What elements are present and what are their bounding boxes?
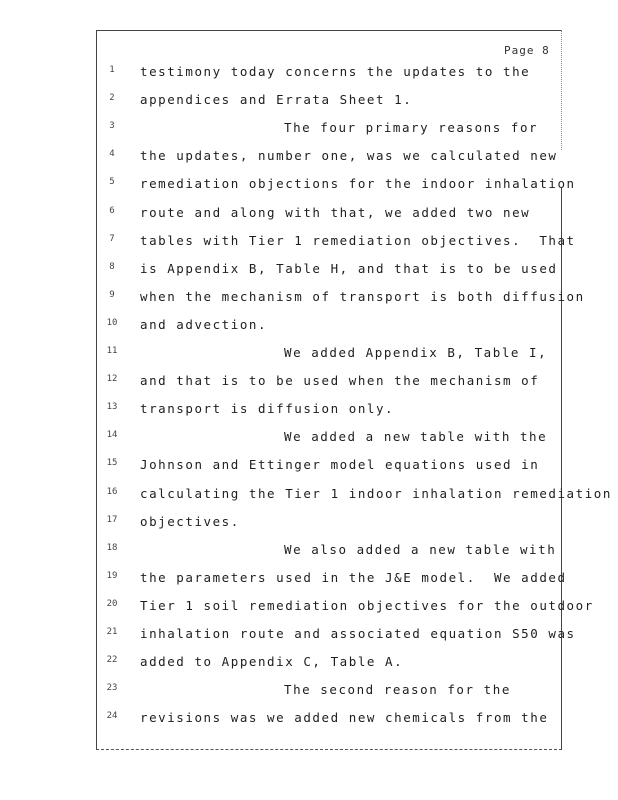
line-text: objectives. — [140, 513, 240, 529]
line-text: the parameters used in the J&E model. We added — [140, 569, 567, 585]
transcript-line — [0, 90, 618, 118]
transcript-line — [0, 568, 618, 596]
line-number: 22 — [106, 655, 118, 666]
transcript-line — [0, 596, 618, 624]
line-text: Tier 1 soil remediation objectives for the outdoor — [140, 597, 594, 613]
line-number: 6 — [109, 205, 115, 216]
line-number: 9 — [109, 289, 115, 300]
line-text: calculating the Tier 1 indoor inhalation remediation — [140, 485, 612, 501]
transcript-line — [0, 399, 618, 427]
line-number: 10 — [106, 317, 118, 328]
line-text: The second reason for the — [284, 682, 511, 698]
transcript-line — [0, 287, 618, 315]
line-text: We added a new table with the — [284, 429, 548, 445]
line-text: tables with Tier 1 remediation objectives. That — [140, 232, 576, 248]
line-number: 5 — [109, 177, 115, 188]
line-text: We added Appendix B, Table I, — [284, 345, 548, 360]
line-number: 17 — [106, 514, 118, 525]
line-number: 7 — [109, 233, 115, 244]
transcript-line — [0, 203, 618, 231]
line-number: 2 — [109, 93, 115, 104]
transcript-line — [0, 259, 618, 287]
transcript-line — [0, 174, 618, 202]
line-text: remediation objections for the indoor inhalation — [140, 176, 576, 192]
line-text: route and along with that, we added two new — [140, 204, 531, 220]
line-text: when the mechanism of transport is both diffusion — [140, 288, 585, 304]
line-number: 19 — [106, 570, 118, 581]
transcript-line — [0, 118, 618, 146]
transcript-line — [0, 231, 618, 259]
line-text: the updates, number one, was we calculated new — [140, 148, 558, 164]
transcript-line — [0, 540, 618, 568]
transcript-line — [0, 512, 618, 540]
line-number: 13 — [106, 402, 118, 413]
line-number: 23 — [106, 683, 118, 694]
line-text: and that is to be used when the mechanism of — [140, 373, 540, 389]
transcript-line — [0, 624, 618, 652]
transcript-line — [0, 371, 618, 399]
line-text: Johnson and Ettinger model equations used in — [140, 457, 540, 473]
transcript-line — [0, 146, 618, 174]
line-number: 12 — [106, 374, 118, 385]
transcript-line — [0, 62, 618, 90]
line-text: is Appendix B, Table H, and that is to be used — [140, 260, 558, 276]
line-text: testimony today concerns the updates to the — [140, 64, 531, 79]
transcript-line — [0, 343, 618, 371]
line-number: 4 — [109, 149, 115, 160]
transcript-line — [0, 652, 618, 680]
line-text: We also added a new table with — [284, 541, 557, 557]
transcript-line — [0, 315, 618, 343]
line-text: and advection. — [140, 316, 268, 332]
transcript-line — [0, 455, 618, 483]
line-number: 18 — [106, 542, 118, 553]
line-number: 3 — [109, 121, 115, 132]
line-number: 15 — [106, 458, 118, 469]
page-number: Page 8 — [504, 44, 550, 57]
line-number: 14 — [106, 430, 118, 441]
line-text: appendices and Errata Sheet 1. — [140, 92, 413, 108]
line-number: 11 — [106, 346, 118, 356]
line-number: 21 — [106, 627, 118, 637]
line-text: inhalation route and associated equation S50 was — [140, 626, 576, 641]
transcript-line — [0, 680, 618, 708]
line-number: 16 — [106, 486, 118, 497]
line-number: 24 — [106, 711, 118, 722]
transcript-line — [0, 484, 618, 512]
line-number: 20 — [106, 598, 118, 609]
line-number: 8 — [109, 261, 115, 272]
transcript-line — [0, 427, 618, 455]
line-text: transport is diffusion only. — [140, 401, 395, 417]
line-number: 1 — [109, 65, 115, 75]
line-text: added to Appendix C, Table A. — [140, 654, 404, 670]
transcript-line — [0, 708, 618, 736]
line-text: revisions was we added new chemicals from the — [140, 710, 549, 726]
line-text: The four primary reasons for — [284, 120, 539, 136]
